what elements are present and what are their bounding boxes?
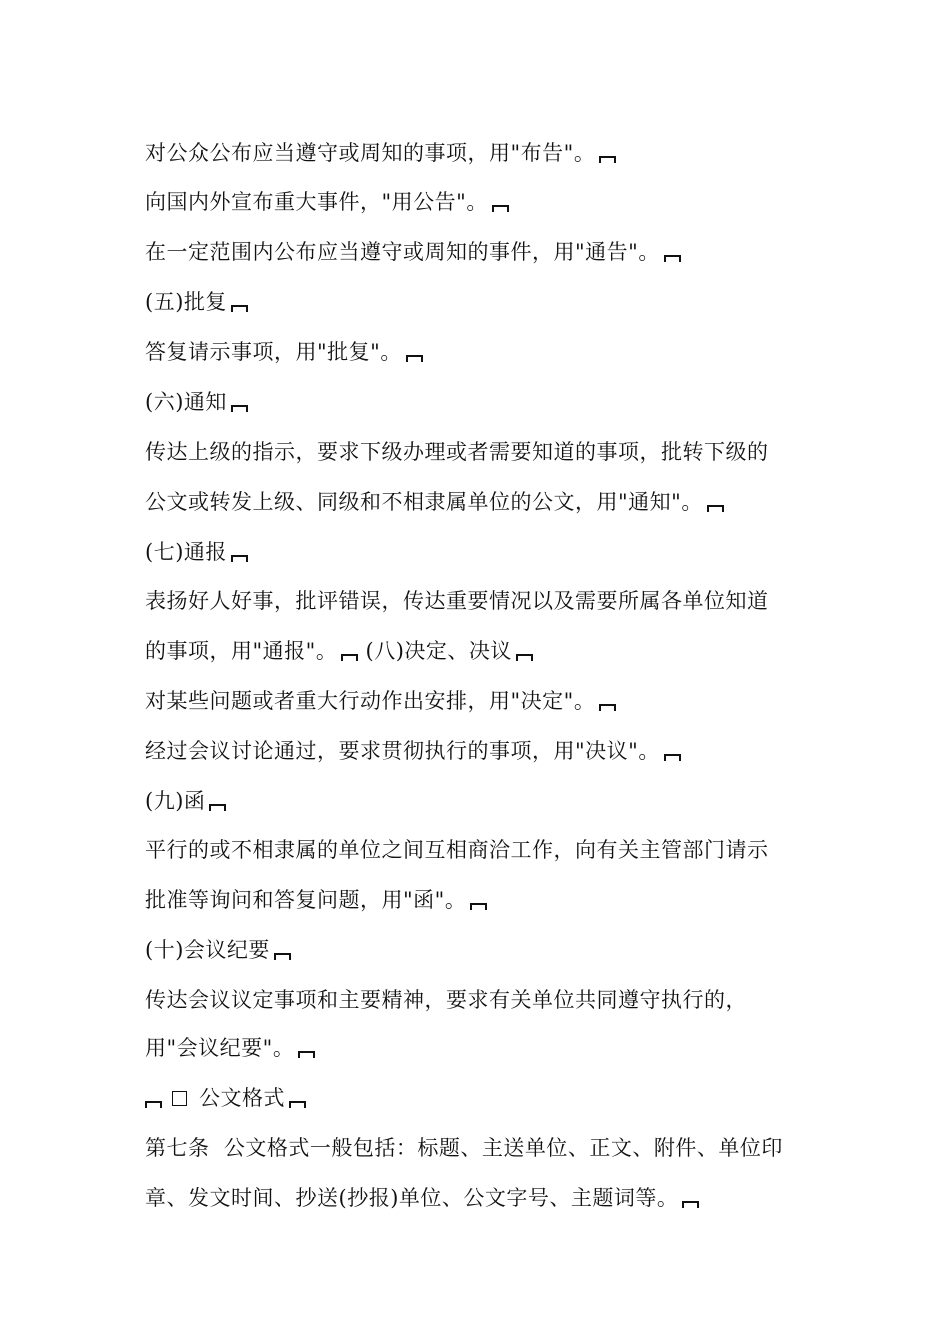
section-heading [145,537,248,567]
section-heading [145,387,248,417]
line-text: 传达会议议定事项和主要精神，要求有关单位共同遵守执行的， [145,988,747,1012]
paragraph-mark-icon [145,1101,162,1108]
paragraph-mark-icon [599,704,616,711]
paragraph-mark-icon [406,355,423,362]
section-heading [145,786,226,816]
line-text: 批准等询问和答复问题，用"函"。 [145,888,467,912]
paragraph-mark-icon [664,754,681,761]
line-text: 在一定范围内公布应当遵守或周知的事件，用"通告"。 [145,240,660,264]
paragraph-mark-icon [599,156,616,163]
paragraph-line [145,1183,699,1213]
line-text: 平行的或不相隶属的单位之间互相商洽工作，向有关主管部门请示 [145,838,769,862]
paragraph-line [145,885,487,915]
paragraph-mark-icon [492,205,509,212]
line-text: 表扬好人好事，批评错误，传达重要情况以及需要所属各单位知道 [145,589,769,613]
paragraph-line [145,736,681,766]
paragraph-line [145,586,769,616]
line-text: 向国内外宣布重大事件，"用公告"。 [145,190,488,214]
line-text: 传达上级的指示，要求下级办理或者需要知道的事项，批转下级的 [145,440,769,464]
heading-text: (十)会议纪要 [145,938,270,962]
heading-text: 公文格式 [199,1086,285,1110]
paragraph-line [145,835,769,865]
chapter-heading [145,1083,306,1113]
paragraph-line [145,985,747,1015]
section-heading [145,935,291,965]
heading-text: (九)函 [145,789,206,813]
heading-text: (八)决定、决议 [365,639,512,663]
paragraph-mark-icon [231,305,248,312]
paragraph-mark-icon [470,903,487,910]
line-text: 用"会议纪要"。 [145,1036,295,1060]
paragraph-mark-icon [289,1101,306,1108]
paragraph-line [145,138,616,168]
checkbox-square-icon [172,1091,187,1106]
paragraph-mark-icon [209,804,226,811]
line-text: 第七条 公文格式一般包括：标题、主送单位、正文、附件、单位印 [145,1136,783,1160]
paragraph-line [145,487,724,517]
paragraph-mark-icon [231,555,248,562]
section-heading [145,287,248,317]
line-text: 的事项，用"通报"。 [145,639,338,663]
line-text: 章、发文时间、抄送(抄报)单位、公文字号、主题词等。 [145,1186,679,1210]
paragraph-mark-icon [707,505,724,512]
paragraph-mark-icon [298,1051,315,1058]
paragraph-mark-icon [664,255,681,262]
paragraph-line [145,337,423,367]
line-text: 公文或转发上级、同级和不相隶属单位的公文，用"通知"。 [145,490,703,514]
paragraph-line [145,686,616,716]
paragraph-mark-icon [682,1201,699,1208]
heading-text: (六)通知 [145,390,227,414]
paragraph-mark-icon [516,654,533,661]
line-text: 对某些问题或者重大行动作出安排，用"决定"。 [145,689,596,713]
paragraph-line [145,1033,315,1063]
line-text: 对公众公布应当遵守或周知的事项，用"布告"。 [145,141,596,165]
paragraph-mark-icon [231,405,248,412]
paragraph-line [145,437,769,467]
paragraph-mark-icon [274,953,291,960]
heading-text: (七)通报 [145,540,227,564]
line-text: 经过会议讨论通过，要求贯彻执行的事项，用"决议"。 [145,739,660,763]
paragraph-line [145,237,681,267]
paragraph-line [145,636,533,666]
paragraph-line [145,187,509,217]
paragraph-line [145,1133,783,1163]
paragraph-mark-icon [341,654,358,661]
heading-text: (五)批复 [145,290,227,314]
line-text: 答复请示事项，用"批复"。 [145,340,402,364]
